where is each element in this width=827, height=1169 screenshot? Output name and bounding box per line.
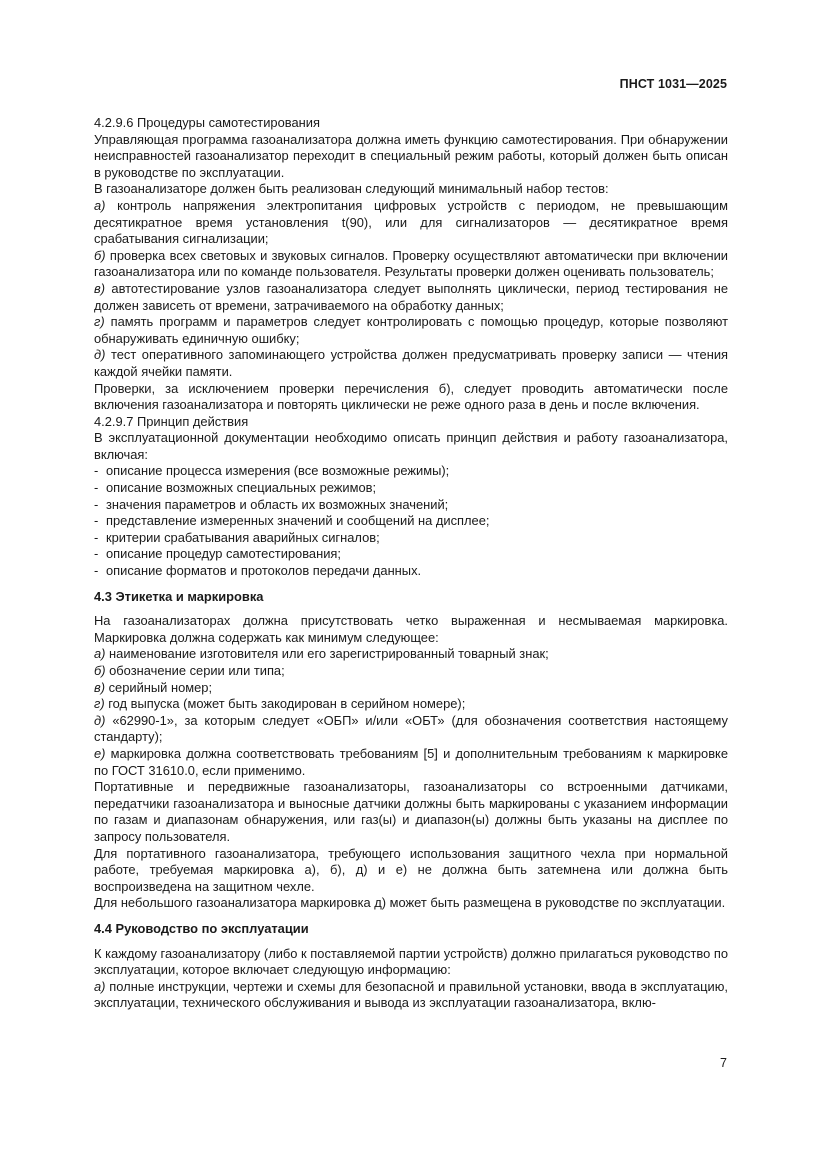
enumerated-paragraph: е) маркировка должна соответствовать требованиям [5] и дополнительным требованиям к маркировке по ГОСТ 31610.0, если применимо. [94,745,728,778]
paragraph: 4.2.9.6 Процедуры самотестирования [94,115,320,130]
list-item-text: описание форматов и протоколов передачи данных. [106,563,422,579]
enumeration-marker: в) [94,679,106,695]
enumeration-marker: а) [94,978,106,994]
list-item [94,497,728,514]
list-item [94,530,728,547]
enumeration-marker: в) [94,280,106,296]
list-item [94,546,728,563]
enumeration-marker: б) [94,663,106,678]
list-dash: - [94,563,99,579]
list-item-text: значения параметров и область их возможных значений; [106,496,449,512]
list-dash: - [94,546,99,562]
paragraph: В эксплуатационной документации необходимо описать принцип действия и работу газоанализатора, включая: [94,430,728,462]
enumeration-marker: д) [94,712,106,728]
enumerated-paragraph: а) полные инструкции, чертежи и схемы для безопасной и правильной установки, ввода в эксплуатацию, эксплуатации, технического обслуживания и вывода из эксплуатации газоанализатора, вклю- [94,978,728,1011]
section-heading: 4.3 Этикетка и маркировка [94,588,264,604]
list-item [94,563,728,580]
paragraph: Для небольшого газоанализатора маркировка д) может быть размещена в руководстве по эксплуатации. [94,895,726,911]
list-item [94,513,728,530]
paragraph: К каждому газоанализатору (либо к поставляемой партии устройств) должно прилагаться руководство по эксплуатации, которое включает следующую информацию: [94,945,728,978]
list-item [94,480,728,497]
paragraph: Управляющая программа газоанализатора должна иметь функцию самотестирования. При обнаружении неисправностей газоанализатор переходит в специальный режим работы, который должен быть описан в руководстве по эксплуатации. [94,131,728,180]
enumerated-paragraph: а) контроль напряжения электропитания цифровых устройств с периодом, не превышающим десятикратное время установления t(90), или для сигнализаторов — десятикратное время срабатывания сигнализации; [94,197,728,247]
enumerated-paragraph: д) тест оперативного запоминающего устройства должен предусматривать проверку записи — чтения каждой ячейки памяти. [94,347,728,379]
enumerated-paragraph: б) обозначение серии или типа; [94,663,285,678]
enumeration-marker: г) [94,696,105,712]
list-dash: - [94,496,99,512]
enumeration-marker: а) [94,197,106,213]
document-body [94,115,728,1012]
paragraph: Проверки, за исключением проверки перечисления б), следует проводить автоматически после включения газоанализатора и повторять циклически не реже одного раза в день и после включения. [94,380,728,413]
list-item [94,463,728,480]
enumeration-marker: г) [94,314,105,330]
list-item-text: описание возможных специальных режимов; [106,480,377,496]
list-item-text: описание процесса измерения (все возможные режимы); [106,463,450,479]
list-item-text: критерии срабатывания аварийных сигналов; [106,529,380,545]
list-dash: - [94,529,99,545]
section-heading: 4.4 Руководство по эксплуатации [94,920,309,936]
enumerated-paragraph: д) «62990-1», за которым следует «ОБП» и/или «ОБТ» (для обозначения соответствия настоящему стандарту); [94,712,728,745]
page-number: 7 [720,1056,727,1070]
enumerated-paragraph: в) автотестирование узлов газоанализатора следует выполнять циклически, период тестирования не должен зависеть от времени, затрачиваемого на обработку данных; [94,280,728,313]
paragraph: Для портативного газоанализатора, требующего использования защитного чехла при нормальной работе, требуемая маркировка а), б), д) и е) не должна быть затемнена или должна быть воспроизведена на защитном чехле. [94,845,728,894]
enumerated-paragraph: а) наименование изготовителя или его зарегистрированный товарный знак; [94,646,549,662]
enumeration-marker: е) [94,745,106,761]
enumerated-paragraph: в) серийный номер; [94,679,213,695]
paragraph: В газоанализаторе должен быть реализован следующий минимальный набор тестов: [94,181,609,197]
paragraph: На газоанализаторах должна присутствовать четко выраженная и несмываемая маркировка. Маркировка должна содержать как минимум следующее: [94,613,728,645]
enumerated-paragraph: г) год выпуска (может быть закодирован в серийном номере); [94,696,466,712]
document-code: ПНСТ 1031—2025 [619,77,727,91]
list-dash: - [94,463,99,479]
enumeration-marker: д) [94,347,106,363]
paragraph: Портативные и передвижные газоанализаторы, газоанализаторы со встроенными датчиками, передатчики газоанализатора и выносные датчики должны быть маркированы с указанием информации по газам и диапазонам обнаружения, или газ(ы) и диапазон(ы) должны быть указаны на дисплее по запросу пользователя. [94,779,728,844]
list-item-text: описание процедур самотестирования; [106,546,341,562]
enumerated-paragraph: б) проверка всех световых и звуковых сигналов. Проверку осуществляют автоматически при включении газоанализатора или по команде пользователя. Результаты проверки должен оценивать пользователь; [94,247,728,280]
list-dash: - [94,480,99,496]
enumeration-marker: б) [94,247,106,263]
paragraph: 4.2.9.7 Принцип действия [94,413,249,429]
enumerated-paragraph: г) память программ и параметров следует контролировать с помощью процедур, которые позволяют обнаруживать единичную ошибку; [94,314,728,346]
enumeration-marker: а) [94,646,106,662]
list-item-text: представление измеренных значений и сообщений на дисплее; [106,513,490,529]
list-dash: - [94,513,99,529]
